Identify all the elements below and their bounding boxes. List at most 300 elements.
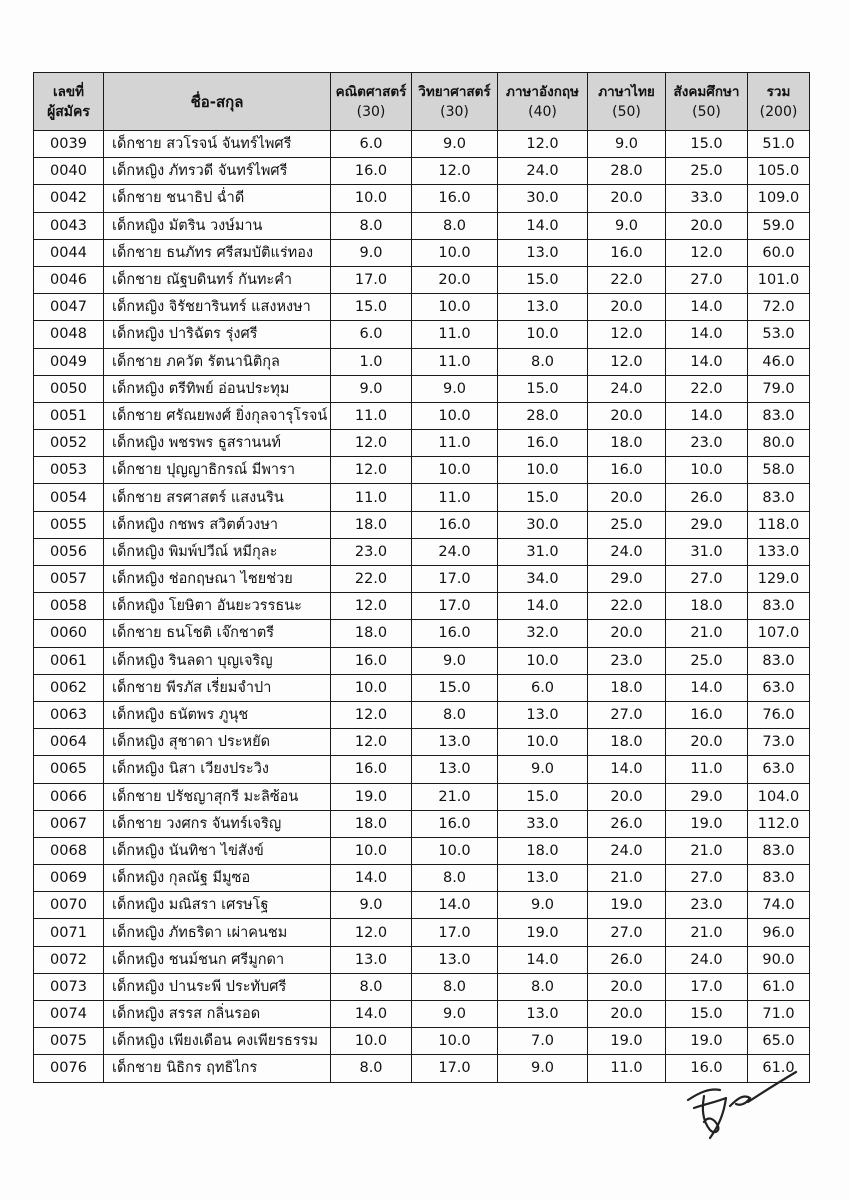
cell-id: 0056: [34, 538, 104, 565]
cell-social: 23.0: [666, 430, 748, 457]
cell-social: 14.0: [666, 294, 748, 321]
header-thai-label: ภาษาไทย: [598, 83, 655, 100]
cell-science: 14.0: [412, 892, 498, 919]
cell-english: 14.0: [498, 212, 588, 239]
header-name: ชื่อ-สกุล: [104, 73, 331, 131]
header-social-max: (50): [692, 103, 721, 120]
cell-math: 9.0: [331, 239, 412, 266]
cell-total: 112.0: [748, 810, 810, 837]
cell-thai: 24.0: [588, 538, 666, 565]
cell-name: เด็กชาย ปุญญาธิกรณ์ มีพารา: [104, 457, 331, 484]
cell-name: เด็กหญิง นิสา เวียงประวิง: [104, 756, 331, 783]
cell-science: 24.0: [412, 538, 498, 565]
cell-thai: 23.0: [588, 647, 666, 674]
cell-thai: 29.0: [588, 566, 666, 593]
cell-total: 105.0: [748, 158, 810, 185]
cell-math: 10.0: [331, 674, 412, 701]
cell-total: 61.0: [748, 973, 810, 1000]
cell-id: 0046: [34, 266, 104, 293]
cell-social: 27.0: [666, 566, 748, 593]
cell-total: 65.0: [748, 1028, 810, 1055]
cell-social: 11.0: [666, 756, 748, 783]
table-row: [34, 837, 810, 864]
cell-name: เด็กหญิง พิมพ์ปวีณ์ หมีกุละ: [104, 538, 331, 565]
cell-name: เด็กหญิง ปาริฉัตร รุ่งศรี: [104, 321, 331, 348]
cell-id: 0057: [34, 566, 104, 593]
cell-total: 79.0: [748, 375, 810, 402]
cell-english: 9.0: [498, 756, 588, 783]
cell-id: 0058: [34, 593, 104, 620]
cell-science: 16.0: [412, 810, 498, 837]
cell-total: 72.0: [748, 294, 810, 321]
cell-math: 8.0: [331, 973, 412, 1000]
cell-total: 76.0: [748, 701, 810, 728]
cell-social: 16.0: [666, 701, 748, 728]
cell-id: 0070: [34, 892, 104, 919]
table-row: [34, 593, 810, 620]
cell-thai: 9.0: [588, 212, 666, 239]
table-row: [34, 538, 810, 565]
cell-id: 0047: [34, 294, 104, 321]
cell-math: 14.0: [331, 865, 412, 892]
cell-total: 63.0: [748, 674, 810, 701]
cell-thai: 18.0: [588, 430, 666, 457]
cell-name: เด็กหญิง สรรส กลิ่นรอด: [104, 1001, 331, 1028]
cell-total: 83.0: [748, 837, 810, 864]
cell-id: 0075: [34, 1028, 104, 1055]
table-row: [34, 620, 810, 647]
cell-name: เด็กหญิง มณิสรา เศรษโฐ: [104, 892, 331, 919]
header-total: [748, 73, 810, 131]
cell-social: 25.0: [666, 158, 748, 185]
cell-math: 6.0: [331, 131, 412, 158]
cell-math: 10.0: [331, 1028, 412, 1055]
cell-name: เด็กหญิง พชรพร ธูสรานนท์: [104, 430, 331, 457]
cell-thai: 26.0: [588, 810, 666, 837]
cell-total: 129.0: [748, 566, 810, 593]
cell-name: เด็กหญิง โยษิตา อันยะวรรธนะ: [104, 593, 331, 620]
cell-math: 16.0: [331, 158, 412, 185]
cell-social: 20.0: [666, 212, 748, 239]
cell-math: 12.0: [331, 919, 412, 946]
cell-thai: 20.0: [588, 1001, 666, 1028]
cell-science: 21.0: [412, 783, 498, 810]
cell-english: 28.0: [498, 402, 588, 429]
cell-math: 11.0: [331, 484, 412, 511]
table-row: [34, 973, 810, 1000]
cell-id: 0065: [34, 756, 104, 783]
cell-id: 0062: [34, 674, 104, 701]
cell-social: 14.0: [666, 321, 748, 348]
table-row: [34, 701, 810, 728]
cell-social: 14.0: [666, 348, 748, 375]
cell-name: เด็กหญิง ภัทธริดา เผ่าคนชม: [104, 919, 331, 946]
cell-english: 34.0: [498, 566, 588, 593]
cell-name: เด็กหญิง กชพร สวิตต์วงษา: [104, 511, 331, 538]
header-math: [331, 73, 412, 131]
cell-id: 0049: [34, 348, 104, 375]
cell-english: 14.0: [498, 946, 588, 973]
cell-total: 61.0: [748, 1055, 810, 1082]
table-row: [34, 865, 810, 892]
cell-math: 9.0: [331, 375, 412, 402]
cell-english: 31.0: [498, 538, 588, 565]
cell-name: เด็กหญิง ภัทรวดี จันทร์ไพศรี: [104, 158, 331, 185]
cell-english: 8.0: [498, 348, 588, 375]
cell-english: 13.0: [498, 1001, 588, 1028]
cell-social: 15.0: [666, 1001, 748, 1028]
cell-name: เด็กชาย ศรัณยพงศ์ ยิ่งกุลจารุโรจน์: [104, 402, 331, 429]
cell-thai: 24.0: [588, 837, 666, 864]
cell-name: เด็กหญิง เพียงเดือน คงเพียรธรรม: [104, 1028, 331, 1055]
cell-thai: 25.0: [588, 511, 666, 538]
cell-total: 90.0: [748, 946, 810, 973]
cell-social: 27.0: [666, 865, 748, 892]
cell-name: เด็กชาย ณัฐบดินทร์ กันทะคำ: [104, 266, 331, 293]
cell-id: 0068: [34, 837, 104, 864]
cell-thai: 20.0: [588, 294, 666, 321]
cell-english: 10.0: [498, 729, 588, 756]
table-row: [34, 457, 810, 484]
cell-math: 12.0: [331, 701, 412, 728]
header-math-max: (30): [356, 103, 386, 120]
cell-math: 11.0: [331, 402, 412, 429]
table-row: [34, 810, 810, 837]
cell-math: 6.0: [331, 321, 412, 348]
cell-thai: 12.0: [588, 348, 666, 375]
cell-math: 18.0: [331, 620, 412, 647]
cell-english: 14.0: [498, 593, 588, 620]
header-total-label: รวม: [766, 83, 791, 100]
cell-id: 0039: [34, 131, 104, 158]
cell-english: 24.0: [498, 158, 588, 185]
cell-science: 10.0: [412, 457, 498, 484]
cell-social: 29.0: [666, 783, 748, 810]
table-row: [34, 294, 810, 321]
cell-science: 9.0: [412, 647, 498, 674]
cell-social: 29.0: [666, 511, 748, 538]
cell-id: 0048: [34, 321, 104, 348]
table-row: [34, 158, 810, 185]
cell-id: 0066: [34, 783, 104, 810]
cell-id: 0063: [34, 701, 104, 728]
cell-social: 26.0: [666, 484, 748, 511]
cell-name: เด็กชาย ธนโชติ เจ๊กชาตรี: [104, 620, 331, 647]
header-thai-max: (50): [612, 103, 641, 120]
cell-thai: 22.0: [588, 593, 666, 620]
header-science-label: วิทยาศาสตร์: [418, 83, 491, 100]
cell-total: 80.0: [748, 430, 810, 457]
cell-id: 0055: [34, 511, 104, 538]
cell-science: 13.0: [412, 946, 498, 973]
cell-social: 14.0: [666, 402, 748, 429]
cell-science: 17.0: [412, 1055, 498, 1082]
table-row: [34, 1001, 810, 1028]
signature-mark: [680, 1068, 800, 1148]
cell-name: เด็กชาย สวโรจน์ จันทร์ไพศรี: [104, 131, 331, 158]
cell-science: 8.0: [412, 212, 498, 239]
scores-table: [33, 72, 810, 1083]
cell-name: เด็กชาย ภควัต รัตนานิติกุล: [104, 348, 331, 375]
cell-science: 17.0: [412, 593, 498, 620]
cell-english: 15.0: [498, 783, 588, 810]
cell-english: 13.0: [498, 701, 588, 728]
cell-social: 21.0: [666, 620, 748, 647]
header-total-max: (200): [759, 103, 798, 120]
table-row: [34, 783, 810, 810]
cell-science: 10.0: [412, 294, 498, 321]
cell-id: 0042: [34, 185, 104, 212]
header-social-label: สังคมศึกษา: [673, 83, 740, 100]
cell-id: 0064: [34, 729, 104, 756]
cell-thai: 20.0: [588, 783, 666, 810]
table-row: [34, 892, 810, 919]
cell-total: 83.0: [748, 647, 810, 674]
table-row: [34, 402, 810, 429]
cell-science: 10.0: [412, 402, 498, 429]
header-id-line1: เลขที่: [52, 83, 84, 100]
cell-science: 13.0: [412, 729, 498, 756]
cell-social: 25.0: [666, 647, 748, 674]
cell-name: เด็กหญิง นันทิชา ไข่สังข์: [104, 837, 331, 864]
cell-english: 32.0: [498, 620, 588, 647]
cell-english: 10.0: [498, 647, 588, 674]
cell-total: 109.0: [748, 185, 810, 212]
cell-science: 10.0: [412, 837, 498, 864]
cell-id: 0069: [34, 865, 104, 892]
table-row: [34, 756, 810, 783]
cell-math: 22.0: [331, 566, 412, 593]
cell-english: 18.0: [498, 837, 588, 864]
cell-social: 19.0: [666, 1028, 748, 1055]
table-row: [34, 185, 810, 212]
cell-math: 18.0: [331, 511, 412, 538]
table-body: [34, 131, 810, 1083]
cell-total: 101.0: [748, 266, 810, 293]
cell-english: 6.0: [498, 674, 588, 701]
cell-social: 12.0: [666, 239, 748, 266]
cell-science: 9.0: [412, 131, 498, 158]
cell-total: 83.0: [748, 593, 810, 620]
cell-social: 21.0: [666, 837, 748, 864]
cell-math: 14.0: [331, 1001, 412, 1028]
table-row: [34, 647, 810, 674]
cell-social: 33.0: [666, 185, 748, 212]
cell-math: 17.0: [331, 266, 412, 293]
cell-math: 23.0: [331, 538, 412, 565]
cell-thai: 20.0: [588, 973, 666, 1000]
cell-total: 53.0: [748, 321, 810, 348]
cell-science: 16.0: [412, 511, 498, 538]
cell-social: 19.0: [666, 810, 748, 837]
cell-english: 9.0: [498, 1055, 588, 1082]
cell-thai: 18.0: [588, 729, 666, 756]
cell-social: 23.0: [666, 892, 748, 919]
cell-social: 15.0: [666, 131, 748, 158]
cell-total: 63.0: [748, 756, 810, 783]
cell-id: 0076: [34, 1055, 104, 1082]
cell-social: 27.0: [666, 266, 748, 293]
cell-english: 10.0: [498, 321, 588, 348]
cell-english: 7.0: [498, 1028, 588, 1055]
cell-id: 0050: [34, 375, 104, 402]
cell-math: 12.0: [331, 593, 412, 620]
cell-name: เด็กชาย ชนาธิป ฉ่ำดี: [104, 185, 331, 212]
cell-thai: 28.0: [588, 158, 666, 185]
cell-math: 16.0: [331, 647, 412, 674]
cell-english: 8.0: [498, 973, 588, 1000]
header-math-label: คณิตศาสตร์: [335, 83, 407, 100]
cell-english: 15.0: [498, 375, 588, 402]
cell-id: 0073: [34, 973, 104, 1000]
cell-english: 30.0: [498, 185, 588, 212]
cell-thai: 21.0: [588, 865, 666, 892]
cell-science: 9.0: [412, 375, 498, 402]
cell-social: 24.0: [666, 946, 748, 973]
cell-total: 83.0: [748, 402, 810, 429]
cell-id: 0060: [34, 620, 104, 647]
cell-thai: 20.0: [588, 484, 666, 511]
cell-english: 33.0: [498, 810, 588, 837]
cell-total: 74.0: [748, 892, 810, 919]
cell-name: เด็กหญิง ปานระพี ประทับศรี: [104, 973, 331, 1000]
cell-thai: 24.0: [588, 375, 666, 402]
cell-total: 60.0: [748, 239, 810, 266]
table-row: [34, 266, 810, 293]
cell-math: 10.0: [331, 185, 412, 212]
cell-english: 15.0: [498, 484, 588, 511]
cell-math: 12.0: [331, 457, 412, 484]
cell-thai: 12.0: [588, 321, 666, 348]
header-english-label: ภาษาอังกฤษ: [506, 83, 579, 100]
cell-math: 12.0: [331, 729, 412, 756]
cell-thai: 16.0: [588, 457, 666, 484]
cell-total: 104.0: [748, 783, 810, 810]
cell-english: 9.0: [498, 892, 588, 919]
cell-math: 16.0: [331, 756, 412, 783]
cell-total: 73.0: [748, 729, 810, 756]
cell-name: เด็กหญิง ช่อกฤษณา ไชยช่วย: [104, 566, 331, 593]
table-header: [34, 73, 810, 131]
cell-name: เด็กชาย พีรภัส เรี่ยมจำปา: [104, 674, 331, 701]
cell-thai: 11.0: [588, 1055, 666, 1082]
cell-id: 0054: [34, 484, 104, 511]
table-row: [34, 321, 810, 348]
cell-total: 107.0: [748, 620, 810, 647]
table-row: [34, 131, 810, 158]
cell-name: เด็กหญิง ชนม์ชนก ศรีมูกดา: [104, 946, 331, 973]
cell-thai: 16.0: [588, 239, 666, 266]
cell-thai: 22.0: [588, 266, 666, 293]
cell-science: 16.0: [412, 620, 498, 647]
cell-total: 96.0: [748, 919, 810, 946]
cell-id: 0040: [34, 158, 104, 185]
cell-math: 18.0: [331, 810, 412, 837]
cell-social: 31.0: [666, 538, 748, 565]
cell-id: 0053: [34, 457, 104, 484]
cell-name: เด็กหญิง สุชาดา ประหยัด: [104, 729, 331, 756]
cell-total: 58.0: [748, 457, 810, 484]
header-id: [34, 73, 104, 131]
cell-name: เด็กชาย สรศาสตร์ แสงนริน: [104, 484, 331, 511]
cell-total: 46.0: [748, 348, 810, 375]
cell-total: 118.0: [748, 511, 810, 538]
table-row: [34, 239, 810, 266]
table-row: [34, 919, 810, 946]
cell-science: 8.0: [412, 701, 498, 728]
cell-id: 0071: [34, 919, 104, 946]
cell-social: 20.0: [666, 729, 748, 756]
header-english: [498, 73, 588, 131]
cell-name: เด็กชาย วงศกร จันทร์เจริญ: [104, 810, 331, 837]
cell-thai: 26.0: [588, 946, 666, 973]
cell-id: 0074: [34, 1001, 104, 1028]
cell-social: 14.0: [666, 674, 748, 701]
table-row: [34, 348, 810, 375]
cell-science: 17.0: [412, 566, 498, 593]
header-english-max: (40): [528, 103, 557, 120]
cell-science: 10.0: [412, 239, 498, 266]
cell-math: 1.0: [331, 348, 412, 375]
header-thai: [588, 73, 666, 131]
cell-english: 30.0: [498, 511, 588, 538]
cell-total: 83.0: [748, 484, 810, 511]
table-row: [34, 1028, 810, 1055]
cell-name: เด็กหญิง ตรีทิพย์ อ่อนประทุม: [104, 375, 331, 402]
cell-total: 133.0: [748, 538, 810, 565]
table-row: [34, 484, 810, 511]
cell-science: 12.0: [412, 158, 498, 185]
cell-thai: 19.0: [588, 1028, 666, 1055]
cell-id: 0052: [34, 430, 104, 457]
cell-total: 59.0: [748, 212, 810, 239]
header-science-max: (30): [440, 103, 469, 120]
cell-thai: 19.0: [588, 892, 666, 919]
cell-science: 11.0: [412, 484, 498, 511]
cell-thai: 9.0: [588, 131, 666, 158]
cell-english: 19.0: [498, 919, 588, 946]
cell-math: 15.0: [331, 294, 412, 321]
cell-science: 16.0: [412, 185, 498, 212]
cell-social: 17.0: [666, 973, 748, 1000]
cell-math: 9.0: [331, 892, 412, 919]
cell-science: 15.0: [412, 674, 498, 701]
cell-thai: 27.0: [588, 701, 666, 728]
header-id-line2: ผู้สมัคร: [47, 103, 90, 120]
cell-science: 10.0: [412, 1028, 498, 1055]
table-row: [34, 946, 810, 973]
cell-id: 0067: [34, 810, 104, 837]
cell-science: 20.0: [412, 266, 498, 293]
cell-science: 11.0: [412, 321, 498, 348]
table-row: [34, 511, 810, 538]
cell-id: 0072: [34, 946, 104, 973]
table-row: [34, 729, 810, 756]
cell-id: 0044: [34, 239, 104, 266]
cell-science: 11.0: [412, 430, 498, 457]
header-science: [412, 73, 498, 131]
cell-name: เด็กชาย ธนภัทร ศรีสมบัติแร่ทอง: [104, 239, 331, 266]
cell-name: เด็กชาย นิธิกร ฤทธิไกร: [104, 1055, 331, 1082]
header-social: [666, 73, 748, 131]
cell-thai: 14.0: [588, 756, 666, 783]
cell-name: เด็กหญิง จิรัชยารินทร์ แสงหงษา: [104, 294, 331, 321]
cell-english: 10.0: [498, 457, 588, 484]
cell-name: เด็กหญิง มัตริน วงษ์มาน: [104, 212, 331, 239]
cell-name: เด็กหญิง รินลดา บุญเจริญ: [104, 647, 331, 674]
table-row: [34, 430, 810, 457]
cell-science: 13.0: [412, 756, 498, 783]
